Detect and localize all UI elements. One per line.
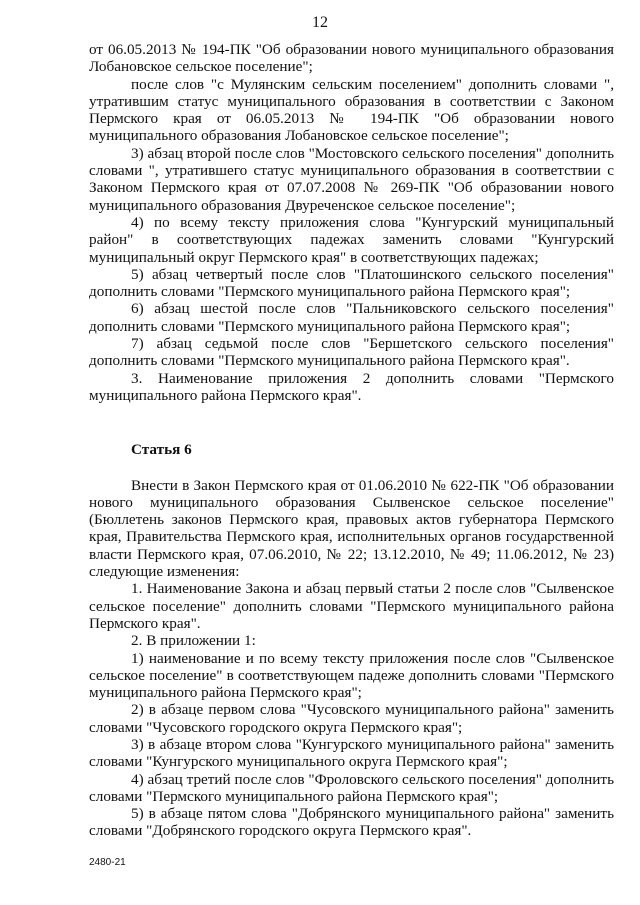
spacer bbox=[89, 459, 614, 477]
paragraph-bottom-7: 5) в абзаце пятом слова "Добрянского муниципального района" заменить словами "Добрянского городского округа Пермского края". bbox=[89, 805, 614, 840]
paragraph-top-2: 3) абзац второй после слов "Мостовского сельского поселения" дополнить словами ", утратившего статус муниципального образования в соответствии с Законом Пермского края от 07.07.2008 № 269-ПК "Об образовании нового муниципального образования Двуреченское сельское поселение"; bbox=[89, 144, 614, 214]
paragraph-top-5: 6) абзац шестой после слов "Пальниковского сельского поселения" дополнить словами "Пермского муниципального района Пермского края"; bbox=[89, 300, 614, 335]
article-heading: Статья 6 bbox=[131, 441, 192, 459]
paragraph-top-4: 5) абзац четвертый после слов "Платошинского сельского поселения" дополнить словами "Пермского муниципального района Пермского края"; bbox=[89, 265, 614, 301]
paragraph-bottom-5: 3) в абзаце втором слова "Кунгурского муниципального района" заменить словами "Кунгурского муниципального округа Пермского края"; bbox=[89, 735, 614, 771]
paragraph-top-0: от 06.05.2013 № 194-ПК "Об образовании нового муниципального образования Лобановское сельское поселение"; bbox=[89, 41, 614, 76]
document-body bbox=[89, 41, 614, 840]
paragraph-bottom-0: Внести в Закон Пермского края от 01.06.2010 № 622-ПК "Об образовании нового муниципального образования Сылвенское сельское поселение" (Бюллетень законов Пермского края, правовых актов губернатора Пермского края, Правительства Пермского края, исполнительных органов государственной власти Пермского края, 07.06.2010, № 22; 13.12.2010, № 49; 11.06.2012, № 23) следующие изменения: bbox=[89, 476, 614, 581]
paragraph-bottom-3: 1) наименование и по всему тексту приложения после слов "Сылвенское сельское поселение" в соответствующем падеже дополнить словами "Пермского муниципального района Пермского края"; bbox=[89, 649, 614, 702]
paragraph-bottom-4: 2) в абзаце первом слова "Чусовского муниципального района" заменить словами "Чусовского городского округа Пермского края"; bbox=[89, 701, 614, 736]
paragraph-top-7: 3. Наименование приложения 2 дополнить словами "Пермского муниципального района Пермского края". bbox=[89, 369, 614, 404]
paragraph-top-3: 4) по всему тексту приложения слова "Кунгурский муниципальный район" в соответствующих падежах заменить словами "Кунгурский муниципальный округ Пермского края" в соответствующих падежах; bbox=[89, 213, 614, 266]
paragraph-top-1: после слов "с Мулянским сельским поселением" дополнить словами ", утратившим статус муниципального образования в соответствии с Законом Пермского края от 06.05.2013 № 194-ПК "Об образовании нового муниципального образования Лобановское сельское поселение"; bbox=[89, 75, 614, 145]
footer-document-code: 2480-21 bbox=[89, 857, 126, 868]
page-number: 12 bbox=[312, 14, 328, 31]
paragraph-top-6: 7) абзац седьмой после слов "Бершетского сельского поселения" дополнить словами "Пермского муниципального района Пермского края". bbox=[89, 335, 614, 370]
paragraph-bottom-2: 2. В приложении 1: bbox=[131, 632, 256, 650]
paragraph-bottom-1: 1. Наименование Закона и абзац первый статьи 2 после слов "Сылвенское сельское поселение" дополнить словами "Пермского муниципального района Пермского края". bbox=[89, 580, 614, 632]
paragraph-bottom-6: 4) абзац третий после слов "Фроловского сельского поселения" дополнить словами "Пермского муниципального района Пермского края"; bbox=[89, 770, 614, 805]
spacer bbox=[89, 404, 614, 441]
